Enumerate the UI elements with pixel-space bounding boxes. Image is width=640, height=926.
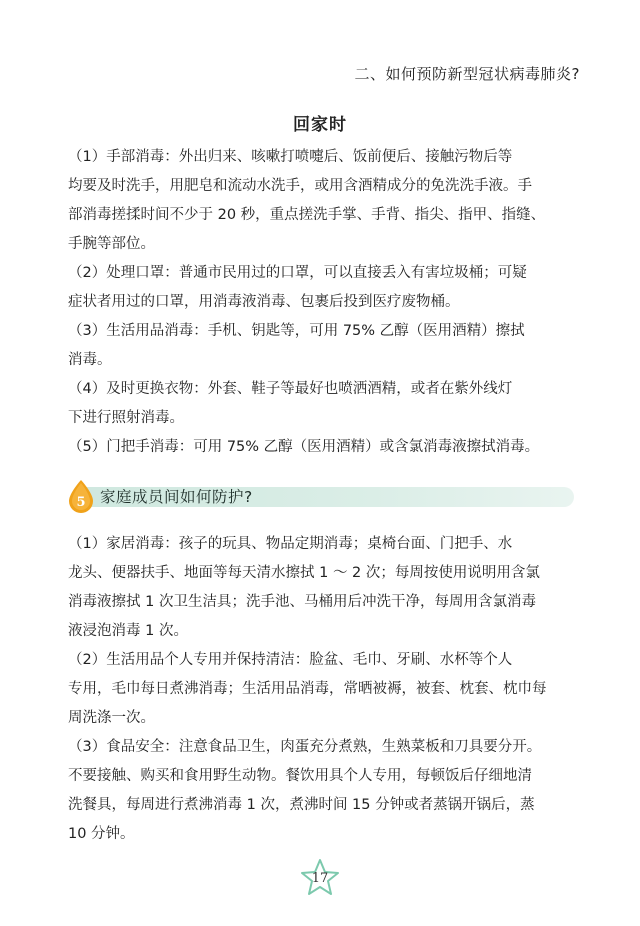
droplet-number-icon: [66, 479, 96, 513]
text-line: 均要及时洗手，用肥皂和流动水洗手，或用含酒精成分的免洗洗手液。手: [68, 178, 532, 194]
text-line: 液浸泡消毒 1 次。: [68, 623, 188, 639]
page-number-badge: [299, 858, 341, 898]
paragraph-item-disinfection: [68, 317, 578, 375]
paragraph-hand-disinfection: [68, 143, 578, 259]
banner-title: 家庭成员间如何防护?: [100, 488, 253, 506]
text-line: 专用，毛巾每日煮沸消毒；生活用品消毒，常晒被褥，被套、枕套、枕巾每: [68, 681, 547, 697]
text-line: 手腕等部位。: [68, 236, 155, 252]
paragraph-door-handle: [68, 433, 578, 462]
text-line: （5）门把手消毒：可用 75% 乙醇（医用酒精）或含氯消毒液擦拭消毒。: [68, 439, 540, 455]
paragraph-personal-items: [68, 646, 578, 733]
paragraph-food-safety: [68, 733, 578, 849]
text-line: 症状者用过的口罩，用消毒液消毒、包裹后投到医疗废物桶。: [68, 294, 460, 310]
banner-number: 5: [76, 495, 86, 510]
text-line: 部消毒搓揉时间不少于 20 秒，重点搓洗手掌、手背、指尖、指甲、指缝、: [68, 207, 546, 223]
text-line: （4）及时更换衣物：外套、鞋子等最好也喷洒酒精，或者在紫外线灯: [68, 381, 513, 397]
text-line: 周洗涤一次。: [68, 710, 155, 726]
text-line: 不要接触、购买和食用野生动物。餐饮用具个人专用，每顿饭后仔细地清: [68, 768, 532, 784]
text-line: 洗餐具，每周进行煮沸消毒 1 次，煮沸时间 15 分钟或者蒸锅开锅后，蒸: [68, 797, 535, 813]
text-line: 消毒。: [68, 352, 112, 368]
text-line: 下进行照射消毒。: [68, 410, 184, 426]
text-line: （1）家居消毒：孩子的玩具、物品定期消毒；桌椅台面、门把手、水: [68, 536, 513, 552]
text-line: （3）食品安全：注意食品卫生，肉蛋充分煮熟，生熟菜板和刀具要分开。: [68, 739, 542, 755]
text-line: （2）处理口罩：普通市民用过的口罩，可以直接丢入有害垃圾桶；可疑: [68, 265, 527, 281]
section-banner: [66, 485, 574, 509]
section-title: 回家时: [293, 115, 347, 135]
text-line: 10 分钟。: [68, 826, 135, 842]
text-line: 龙头、便器扶手、地面等每天清水擦拭 1 ～ 2 次；每周按使用说明用含氯: [68, 565, 540, 581]
text-line: （3）生活用品消毒：手机、钥匙等，可用 75% 乙醇（医用酒精）擦拭: [68, 323, 525, 339]
text-line: 消毒液擦拭 1 次卫生洁具；洗手池、马桶用后冲洗干净，每周用含氯消毒: [68, 594, 536, 610]
text-line: （1）手部消毒：外出归来、咳嗽打喷嚏后、饭前便后、接触污物后等: [68, 149, 513, 165]
chapter-title: 二、如何预防新型冠状病毒肺炎?: [354, 65, 580, 83]
paragraph-home-disinfection: [68, 530, 578, 646]
paragraph-change-clothes: [68, 375, 578, 433]
text-line: （2）生活用品个人专用并保持清洁：脸盆、毛巾、牙刷、水杯等个人: [68, 652, 513, 668]
paragraph-mask-handling: [68, 259, 578, 317]
page-number: 17: [311, 871, 329, 886]
